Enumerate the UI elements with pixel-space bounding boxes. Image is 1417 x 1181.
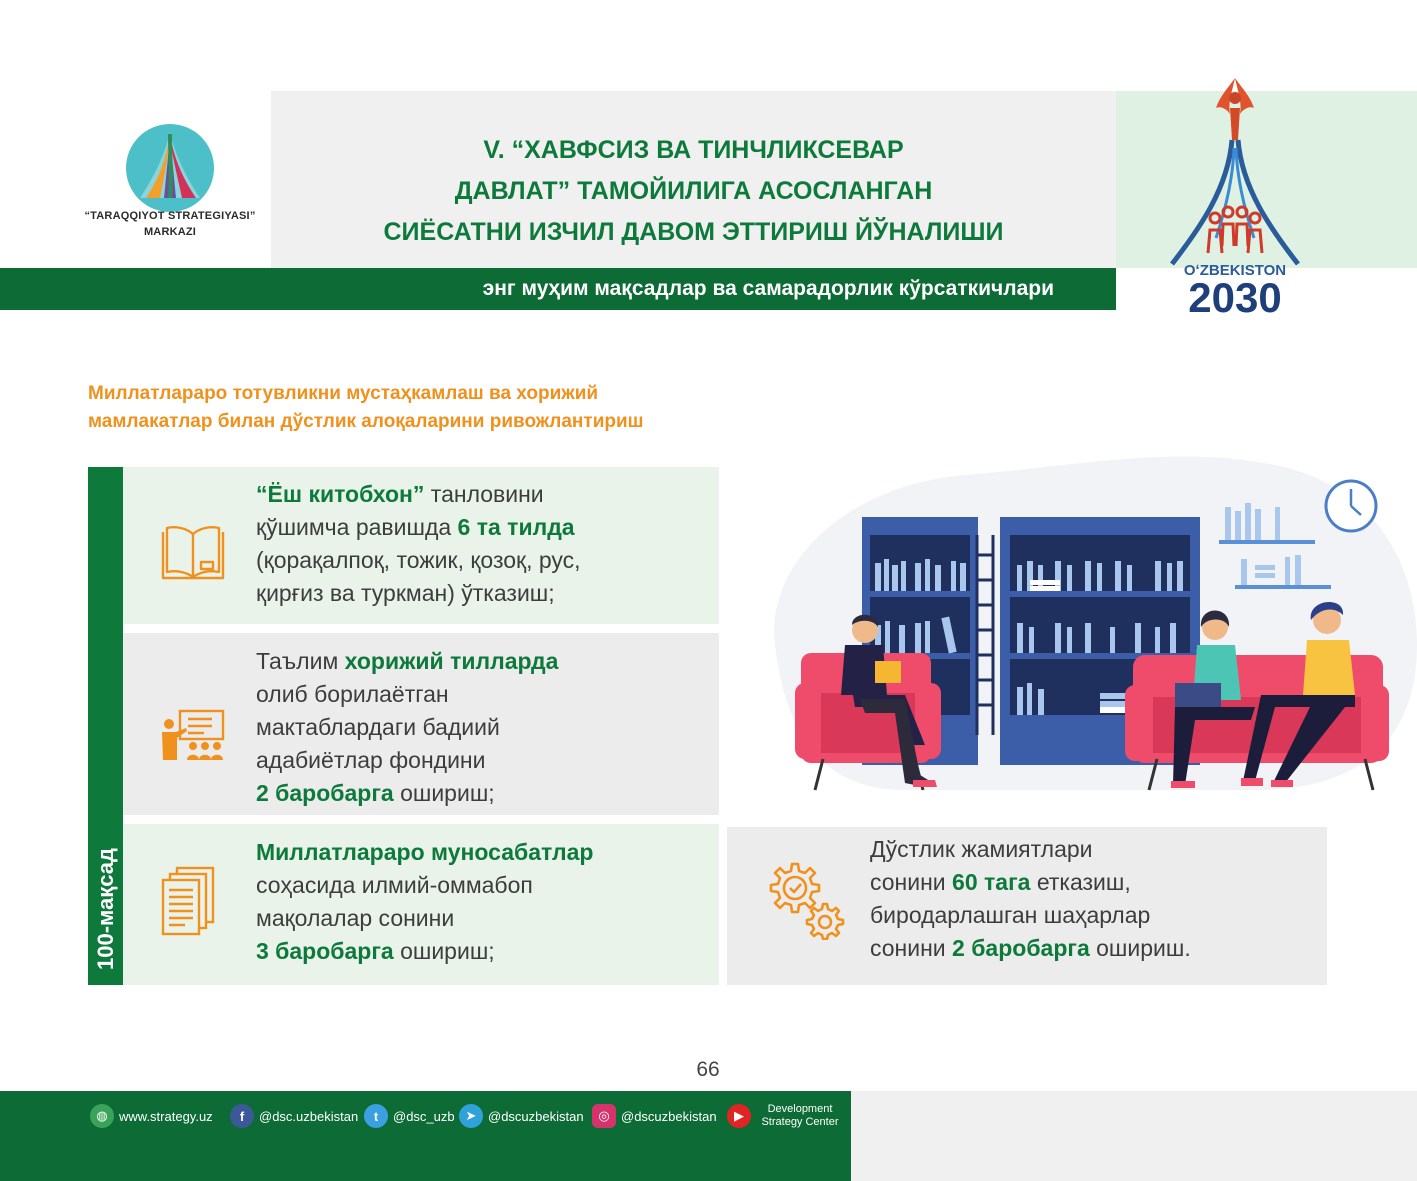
page-title [271,130,1116,253]
org-name-line2: MARKAZI [143,226,197,238]
dsc-label-line2: Strategy Center [761,1116,839,1128]
instagram-icon: ◎ [592,1104,616,1128]
card-text-line [256,869,593,902]
card-text-line [256,577,581,610]
library-reading-illustration [755,445,1417,815]
card-text-run: етказиш, [1030,869,1131,895]
open-book-icon [160,522,226,582]
footer-right-panel [851,1091,1417,1181]
card-text-line [256,544,581,577]
subtitle-text: энг муҳим мақсадлар ва самарадорлик кўрсаткичлари [482,277,1054,300]
card-text-highlight: “Ёш китобхон” [256,481,425,507]
card-text-run: қирғиз ва туркман) ўтказиш; [256,580,555,606]
title-line-1: V. “ХАВФСИЗ ВА ТИНЧЛИКСЕВАР [483,136,904,164]
card-text-line [870,932,1191,965]
card-text-run: (қорақалпоқ, тожик, қозоқ, рус, [256,547,581,573]
card-text-run: Таълим [256,648,345,674]
telegram-icon: ➤ [459,1104,483,1128]
card-text-line [256,902,593,935]
dsc-label [760,1103,840,1129]
footer-link-text: @dsc.uzbekistan [259,1108,359,1124]
section-heading [88,380,848,436]
card-text-highlight: Миллатлараро муносабатлар [256,839,594,865]
footer-telegram-link[interactable] [459,1103,584,1129]
section-heading-line-2: мамлакатлар билан дўстлик алоқаларини ривожлантириш [88,411,644,432]
card-text-line [256,711,558,744]
card-text-line [256,511,581,544]
footer-link-text: @dsc_uzb [393,1108,455,1124]
youtube-icon: ▶ [727,1104,751,1128]
globe-icon: ◍ [90,1104,114,1128]
card-text-run: сонини [870,935,953,961]
card-text-highlight: хорижий тилларда [344,648,559,674]
card-text-line [870,899,1191,932]
gears-icon [762,860,846,940]
card-text-run: ошириш; [393,938,495,964]
footer-facebook-link[interactable] [230,1103,358,1129]
card-text-run: ошириш. [1089,935,1191,961]
card-text-line [256,744,558,777]
dsc-label-line1: Development [767,1103,833,1115]
card-text-line [256,836,593,869]
card-text-line [256,777,558,810]
card-text-run: сонини [870,869,953,895]
section-heading-line-1: Миллатлараро тотувликни мустаҳкамлаш ва хорижий [88,383,599,404]
card-text-line [256,645,558,678]
card-text-run: олиб борилаётган [256,681,449,707]
footer-twitter-link[interactable] [364,1103,455,1129]
card-text-line [256,935,593,968]
card-text-run: биродарлашган шаҳарлар [870,902,1151,928]
footer-link-text: www.strategy.uz [119,1108,213,1124]
footer-website-link[interactable] [90,1103,213,1129]
org-name-line1: “TARAQQIYOT STRATEGIYASI” [84,210,256,222]
card-text-run: мактаблардаги бадиий [256,714,500,740]
card-text-run: адабиётлар фондини [256,747,486,773]
org-name [60,208,280,240]
org-logo-icon [120,118,220,218]
card-text-line [256,478,581,511]
card-text-run: ошириш; [393,780,495,806]
goal-card-3-text [256,836,593,968]
uzbekistan-2030-logo [1150,68,1320,318]
card-text-highlight: 3 баробарга [256,938,394,964]
title-line-3: СИЁСАТНИ ИЗЧИЛ ДАВОМ ЭТТИРИШ ЙЎНАЛИШИ [383,218,1004,246]
card-text-run: соҳасида илмий-оммабоп [256,872,533,898]
goal-card-4-text [870,833,1191,965]
footer-instagram-link[interactable] [592,1103,717,1129]
footer-link-text: @dscuzbekistan [488,1108,584,1124]
twitter-icon: t [364,1104,388,1128]
card-text-highlight: 60 тага [952,869,1031,895]
presentation-classroom-icon [160,708,226,762]
card-text-run: қўшимча равишда [256,514,458,540]
footer-link-text: @dscuzbekistan [621,1108,717,1124]
documents-icon [161,866,217,938]
goal-card-2-text [256,645,558,810]
card-text-run: мақолалар сонини [256,905,455,931]
card-text-highlight: 2 баробарга [256,780,394,806]
brand-country: OʻZBEKISTON [1183,262,1287,279]
page-number: 66 [696,1058,720,1081]
card-text-run: Дўстлик жамиятлари [870,836,1093,862]
footer-youtube-link[interactable] [727,1103,756,1129]
brand-year: 2030 [1188,274,1282,318]
title-line-2: ДАВЛАТ” ТАМОЙИЛИГА АСОСЛАНГАН [454,177,933,205]
goal-label: 100-мақсад [93,848,118,970]
card-text-line [870,866,1191,899]
card-text-line [870,833,1191,866]
card-text-highlight: 6 та тилда [457,514,575,540]
facebook-icon: f [230,1104,254,1128]
card-text-line [256,678,558,711]
card-text-highlight: 2 баробарга [952,935,1090,961]
card-text-run: танловини [424,481,544,507]
goal-card-1-text [256,478,581,610]
